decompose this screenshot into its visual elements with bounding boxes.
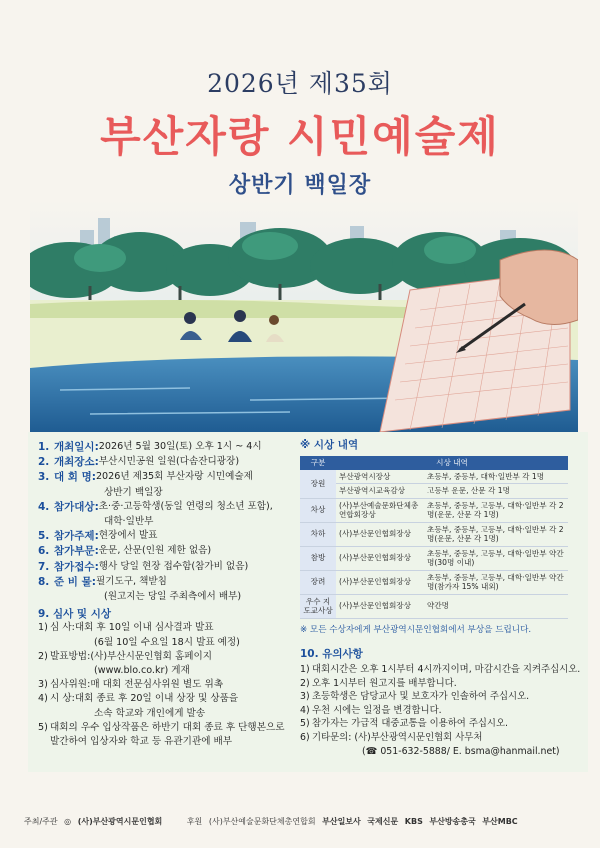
item-value: 행사 당일 현장 접수함(참가비 없음) (98, 560, 249, 572)
notes-list (300, 663, 582, 758)
award-prize: 부산광역시장상 (336, 470, 424, 484)
details-column (38, 440, 300, 749)
award-prize: (사)부산문인협회장상 (336, 570, 424, 594)
list-item (300, 677, 582, 691)
judging-number: 4) (38, 693, 48, 705)
info-panel (28, 432, 588, 772)
note-number: 2) (300, 677, 310, 689)
award-detail: 약간명 (424, 594, 568, 618)
awards-table (300, 456, 568, 619)
judging-key: 심 사: (50, 622, 75, 634)
awards-header-grade: 구분 (300, 456, 336, 470)
detail-item (38, 500, 300, 514)
item-number: 5. (38, 530, 50, 543)
item-key: 참가부문: (54, 545, 99, 558)
judging-value: 대회의 우수 입상작품은 하반기 대회 종료 후 단행본으로 (50, 721, 285, 733)
award-grade: 차하 (300, 522, 336, 546)
item-key: 참가대상: (54, 500, 99, 513)
year-line: 2026년 제35회 (207, 69, 393, 98)
detail-item (38, 544, 300, 558)
detail-item (38, 529, 300, 543)
sponsor-name: 부산MBC (482, 817, 518, 826)
note-number: 1) (300, 664, 310, 676)
sponsor-name: 부산일보사 (322, 817, 361, 826)
judging-value: 매 대회 전문심사위원 별도 위촉 (90, 679, 223, 691)
item-key: 개최일시: (54, 441, 99, 453)
park-illustration (30, 200, 578, 432)
note-number: 6) (300, 732, 310, 744)
award-grade: 차상 (300, 498, 336, 522)
list-item (300, 704, 582, 718)
judging-value-continued: 발간하여 입상자와 학교 등 유관기관에 배부 (50, 736, 233, 748)
award-grade: 참방 (300, 546, 336, 570)
sponsor-name: 부산방송총국 (429, 817, 476, 826)
footer-credits (24, 816, 522, 827)
award-prize: (사)부산문인협회장상 (336, 546, 424, 570)
table-row (300, 594, 568, 618)
award-detail: 초등부, 중등부, 고등부, 대학·일반부 각 2명(운문, 산문 각 1명) (424, 522, 568, 546)
list-item (300, 731, 582, 745)
judging-number: 3) (38, 679, 48, 691)
item-number: 7. (38, 560, 50, 573)
item-value-continued: (원고지는 당일 주최측에서 배부) (104, 591, 242, 603)
judging-number: 5) (38, 721, 48, 733)
item-number: 6. (38, 545, 50, 558)
judging-key: 시 상: (50, 693, 75, 705)
detail-item (38, 455, 300, 469)
footer (0, 790, 600, 848)
detail-item (38, 440, 300, 454)
note-number: 3) (300, 691, 310, 703)
host-name: (사)부산광역시문인협회 (77, 817, 163, 826)
item-key: 개최장소: (54, 456, 99, 469)
judging-value-continued: (www.blo.co.kr) 게재 (94, 665, 190, 677)
note-number: 4) (300, 704, 310, 716)
list-item (300, 690, 582, 704)
judging-value: (사)부산시문인협회 홈페이지 (90, 650, 213, 662)
item-number: 2. (38, 456, 50, 469)
note-number: 5) (300, 718, 310, 730)
awards-column (300, 438, 582, 758)
award-detail: 초등부, 중등부, 고등부, 대학·일반부 각 2명(운문, 산문 각 1명) (424, 498, 568, 522)
detail-item (38, 560, 300, 574)
list-item (300, 663, 582, 677)
award-prize: (사)부산예술문화단체총연합회장상 (336, 498, 424, 522)
table-row (300, 522, 568, 546)
judging-value-continued: (6월 10일 수요일 18시 발표 예정) (94, 636, 240, 648)
item-value: 초·중·고등학생(동일 연령의 청소년 포함), (98, 500, 273, 512)
note-number (300, 745, 312, 759)
note-text: 오후 1시부터 원고지를 배부합니다. (312, 677, 457, 689)
detail-item (38, 575, 300, 589)
judging-key: 심사위원: (50, 679, 91, 691)
judging-item (38, 621, 300, 635)
judging-number: 2) (38, 650, 48, 662)
item-key: 참가주제: (54, 530, 99, 543)
item-value: 부산시민공원 일원(다솜잔디광장) (98, 456, 240, 468)
sponsor-name: (사)부산예술문화단체총연합회 (208, 817, 316, 826)
award-detail: 고등부 운문, 산문 각 1명 (424, 484, 568, 499)
item-value: 운문, 산문(인원 제한 없음) (98, 545, 212, 557)
award-grade: 우수 지도교사상 (300, 594, 336, 618)
item-value-continued: 대학·일반부 (104, 516, 154, 528)
judging-value: 대회 후 10일 이내 심사결과 발표 (74, 622, 214, 634)
item-key: 참가접수: (54, 560, 99, 573)
item-value: 2026년 제35회 부산자랑 시민예술제 (95, 471, 253, 483)
judging-value-continued: 소속 학교와 개인에게 발송 (94, 707, 206, 719)
item-value: 2026년 5월 30일(토) 오후 1시 ~ 4시 (98, 441, 262, 452)
judging-item (38, 721, 300, 735)
detail-item (38, 470, 300, 484)
notes-heading: 10. 유의사항 (300, 647, 363, 660)
note-text: 초등학생은 담당교사 및 보호자가 인솔하여 주십시오. (312, 691, 530, 703)
note-text: (☎ 051-632-5888/ E. bsma@hanmail.net) (362, 745, 560, 757)
item-number: 4. (38, 500, 50, 513)
awards-heading: ※ 시상 내역 (300, 439, 359, 451)
table-row (300, 498, 568, 522)
award-prize: (사)부산문인협회장상 (336, 594, 424, 618)
note-text: 우천 시에는 일정을 변경합니다. (312, 704, 442, 716)
item-number: 8. (38, 575, 50, 588)
item-value: 현장에서 발표 (98, 530, 158, 542)
judging-item (38, 692, 300, 706)
judging-item (38, 678, 300, 692)
host-label: 주최/주관 (24, 817, 58, 826)
award-detail: 초등부, 중등부, 대학·일반부 각 1명 (424, 470, 568, 484)
judging-key: 발표방법: (50, 650, 91, 662)
sponsor-name: KBS (404, 817, 423, 826)
main-title: 부산자랑 시민예술제 (100, 112, 500, 161)
sponsor-label: 후원 (186, 817, 203, 826)
awards-note: ※ 모든 수상자에게 부산광역시문인협회에서 부상을 드립니다. (300, 624, 532, 635)
judging-value: 대회 종료 후 20일 이내 상장 및 상품을 (74, 693, 239, 705)
logo-icon: ◎ (64, 817, 72, 826)
list-item (300, 717, 582, 731)
item-number: 3. (38, 471, 50, 484)
award-grade: 장려 (300, 570, 336, 594)
awards-header-detail: 시상 내역 (336, 456, 568, 470)
list-item (300, 745, 582, 759)
item-key: 준 비 물: (54, 575, 96, 588)
note-text: 대회시간은 오후 1시부터 4시까지이며, 마감시간을 지켜주십시오. (312, 664, 581, 676)
award-grade: 장원 (300, 470, 336, 499)
item-value-continued: 상반기 백일장 (104, 486, 163, 498)
award-detail: 초등부, 중등부, 고등부, 대학·일반부 약간명(30명 이내) (424, 546, 568, 570)
note-text: 기타문의: (사)부산광역시문인협회 사무처 (312, 732, 483, 744)
award-prize: (사)부산문인협회장상 (336, 522, 424, 546)
judging-heading: 9. 심사 및 시상 (38, 608, 111, 621)
sub-title: 상반기 백일장 (228, 173, 372, 198)
table-row (300, 484, 568, 499)
table-row (300, 570, 568, 594)
item-number: 1. (38, 441, 50, 453)
item-value: 필기도구, 책받침 (95, 575, 167, 587)
sponsor-name: 국제신문 (367, 817, 399, 826)
judging-item (38, 650, 300, 664)
table-row (300, 546, 568, 570)
note-text: 참가자는 가급적 대중교통을 이용하여 주십시오. (312, 718, 509, 730)
judging-number: 1) (38, 622, 48, 634)
award-prize: 부산광역시교육감상 (336, 484, 424, 499)
table-row (300, 470, 568, 484)
item-key: 대 회 명: (54, 471, 96, 484)
award-detail: 초등부, 중등부, 고등부, 대학·일반부 약간명(참가자 15% 내외) (424, 570, 568, 594)
